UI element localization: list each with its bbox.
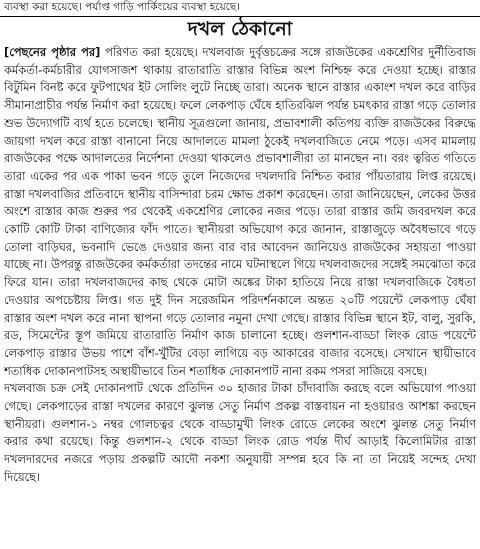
- article-paragraph-1: [4, 44, 476, 380]
- previous-article-tail: ব্যবস্থা করা হয়েছে। পর্যাপ্ত গাড়ি পার্কিংয়ের ব্যবস্থা হয়েছে।: [4, 1, 240, 13]
- article-headline: দখল ঠেকানো: [187, 18, 293, 40]
- continued-marker: [পেছনের পৃষ্ঠার পর]: [4, 45, 101, 59]
- article-paragraph-2: দখলবাজ চক্র সেই দোকানপাট থেকে প্রতিদিন ৩০ হাজার টাকা চাঁদাবাজি করছে বলে অভিযোগ পাওয়া গেছে। লেকপাড়ের রাস্তা দখলের কারণে ঝুলন্ত সেতু নির্মাণ প্রকল্প বাস্তবায়ন না হওয়ারও আশঙ্কা করছেন স্থানীয়রা। গুলশান-১ নম্বর গোলচত্বর থেকে বাড্ডামুখী লিংক রোডে লেকের অংশে ঝুলন্ত সেতু নির্মাণ করার কথা রয়েছে। কিন্তু গুলশান-২ থেকে বাড্ডা লিংক রোড পর্যন্ত দীর্ঘ আড়াই কিলোমিটার রাস্তা দখলদারদের নজরে পড়ায় প্রকল্পটি আদৌ নকশা অনুযায়ী সম্পন্ন হবে কি না তা নিয়েই সন্দেহ দেখা দিয়েছে।: [4, 381, 476, 484]
- article-body: [4, 44, 476, 544]
- paragraph-1-text: পরিণত করা হয়েছে। দখলবাজ দুর্বৃত্তচক্রের সঙ্গে রাজউকের একশ্রেণির দুর্নীতিবাজ কর্মকর্তা-কর্মচারীর যোগসাজশ থাকায় রাতারাতি রাস্তার বিভিন্ন অংশ নিশ্চিহ্ন করে দেওয়া হচ্ছে। রাস্তার বিটুমিন বিনষ্ট করে ফুটপাথের ইট সোলিং লুটে নিচ্ছে তারা। অনেক স্থানে রাস্তার একাংশ দখল করে বাড়ির সীমানাপ্রাচীর পর্যন্ত নির্মাণ করা হয়েছে। ফলে লেকপাড় ঘেঁষে হাতিরঝিল পর্যন্ত চমৎকার রাস্তা গড়ে তোলার শুভ উদ্যোগটি ব্যর্থ হতে চলেছে। স্থানীয় সূত্রগুলো জানায়, প্রভাবশালী কতিপয় ব্যক্তি রাজউকের বিরুদ্ধে জায়গা দখল করে রাস্তা বানানো নিয়ে আদালতে মামলা ঠুকেই দখলবাজিতে নেমে পড়ে। এসব মামলায় রাজউকের পক্ষে আদালতের নির্দেশনা দেওয়া থাকলেও প্রভাবশালীরা তা মানছেন না। বরং ত্বরিত গতিতে তারা একের পর এক পাকা ভবন গড়ে তুলে নিজেদের দখলদারি নিশ্চিত করার পাঁয়তারায় লিপ্ত রয়েছে। রাস্তা দখলবাজির প্রতিবাদে স্থানীয় বাসিন্দারা চরম ক্ষোভ প্রকাশ করেছেন। তারা জানিয়েছেন, লেকের উত্তর অংশে রাস্তার কাজ শুরুর পর থেকেই একশ্রেণির লোকের নজর পড়ে। তারা রাস্তার জমি জবরদখল করে কোটি কোটি টাকা বাণিজ্যের ফাঁদ পাতে। স্থানীয়রা অভিযোগ করে জানান, রাস্তাজুড়ে অবৈধভাবে গড়ে তোলা বাড়িঘর, ভবনাদি ভেঙে দেওয়ার জন্য বার বার আবেদন জানিয়েও রাজউকের সহায়তা পাওয়া যাচ্ছে না। উপরন্তু রাজউকের কর্মকর্তারা তদন্তের নামে ঘটনাস্থলে গিয়ে দখলবাজদের সঙ্গেই সমঝোতা করে ফিরে যান। তারা দখলবাজদের কাছ থেকে মোটা অঙ্কের টাকা হাতিয়ে নিয়ে রাস্তা দখলবাজিকে বৈধতা দেওয়ার অপচেষ্টায় লিপ্ত। গত দুই দিন সরেজমিন পরিদর্শনকালে অন্তত ২০টি পয়েন্টে লেকপাড় ঘেঁষা রাস্তার অংশ দখল করে নানা স্থাপনা গড়ে তোলার নমুনা দেখা গেছে। রাস্তার বিভিন্ন স্থানে ইট, বালু, সুরকি, রড, সিমেন্টের স্তূপ জমিয়ে রাতারাতি নির্মাণ কাজ চালানো হচ্ছে। গুলশান-বাড্ডা লিংক রোড পয়েন্টে লেকপাড় রাস্তার উভয় পাশে বাঁশ-খুঁটির বেড়া লাগিয়ে বড় আকারের বাজার বসেছে। সেখানে স্থায়ীভাবে শতাধিক দোকানপাটসহ অস্থায়ীভাবে তিন শতাধিক দোকানপাট নানা রকম পসরা সাজিয়ে বসছে।: [4, 45, 476, 378]
